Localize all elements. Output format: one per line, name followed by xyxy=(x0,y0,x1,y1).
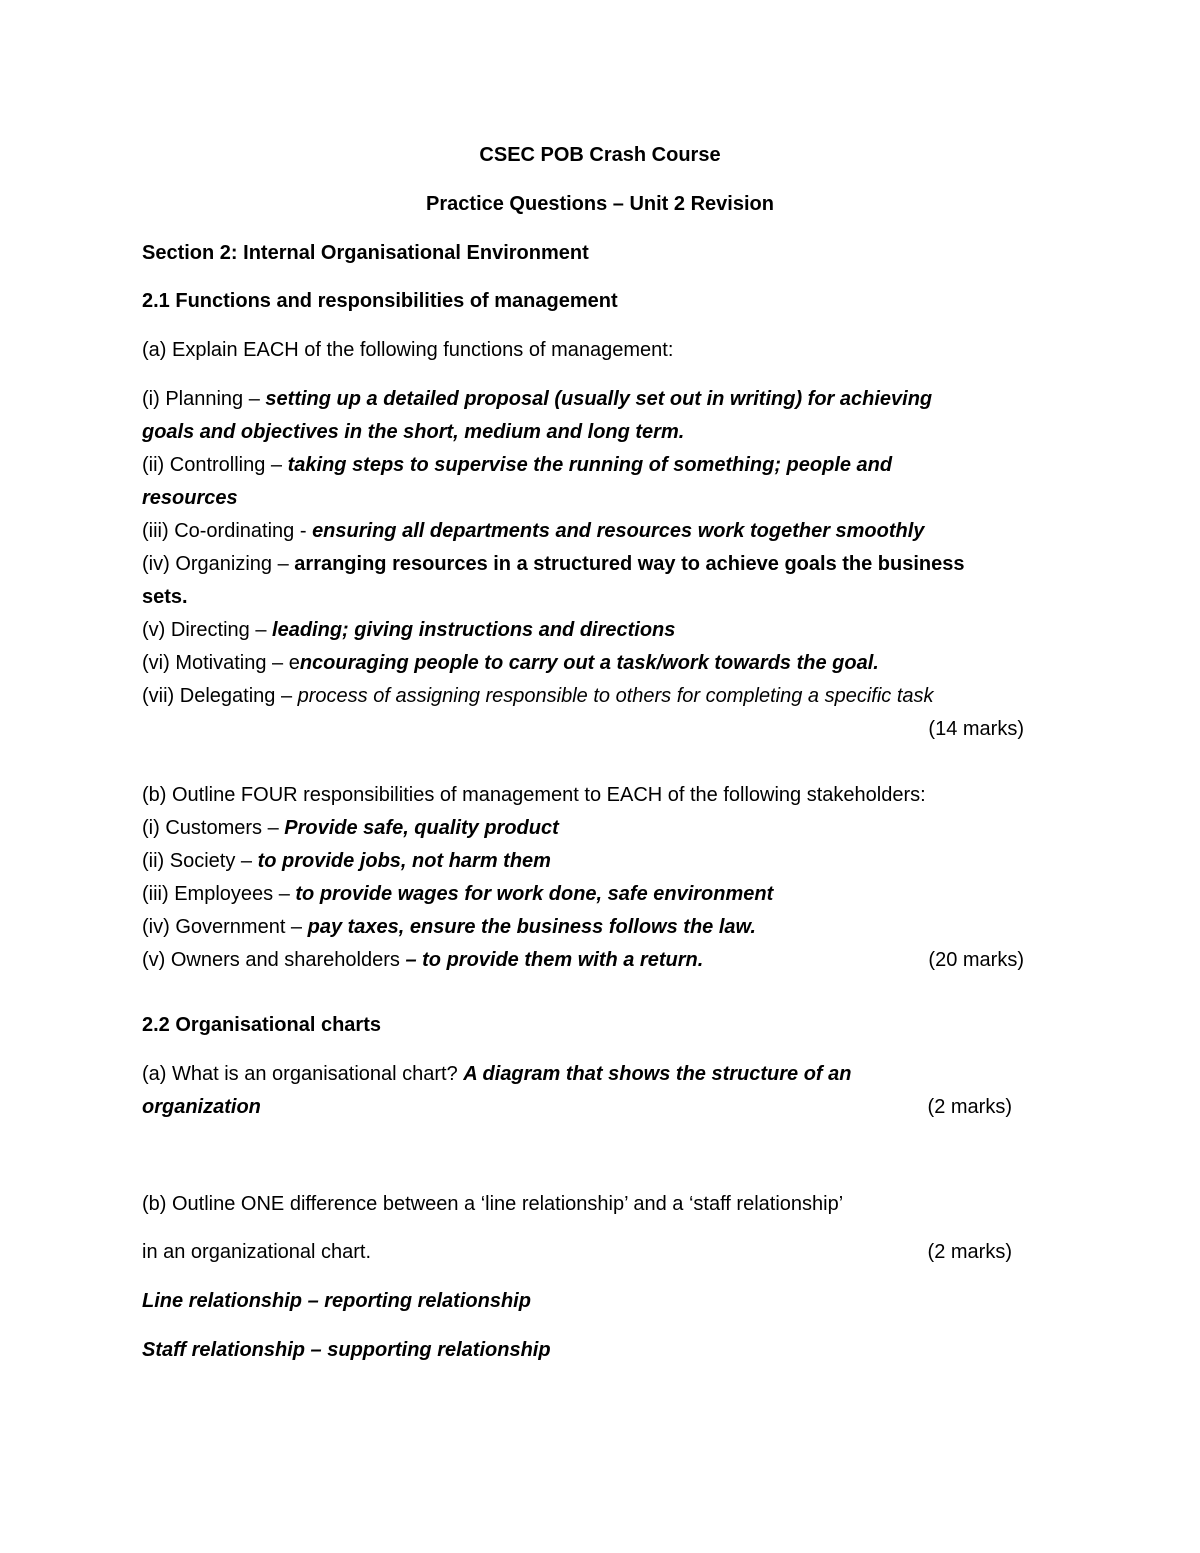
chart-question-a xyxy=(142,1062,851,1086)
heading-2-2: 2.2 Organisational charts xyxy=(142,1014,381,1036)
function-label: (iii) Co-ordinating - xyxy=(142,520,313,542)
chart-question-a-marks: (2 marks) xyxy=(927,1096,1012,1118)
stakeholder-answer: Provide safe, quality product xyxy=(284,817,559,839)
chart-question-b-prompt: (b) Outline ONE difference between a ‘line relationship’ and a ‘staff relationship’ xyxy=(142,1193,844,1215)
function-label: (vi) Motivating – e xyxy=(142,652,300,674)
question-a-marks: (14 marks) xyxy=(928,718,1024,740)
function-label: (vii) Delegating – xyxy=(142,685,298,707)
stakeholder-answer: – to provide them with a return. xyxy=(405,949,704,971)
function-label: (iv) Organizing – xyxy=(142,553,295,575)
function-answer-cont: resources xyxy=(142,487,238,509)
function-answer: taking steps to supervise the running of something; people and xyxy=(287,454,893,476)
question-b-prompt: (b) Outline FOUR responsibilities of management to EACH of the following stakeholders: xyxy=(142,784,926,806)
stakeholder-item xyxy=(142,849,551,873)
function-label: (v) Directing – xyxy=(142,619,273,641)
function-label: (ii) Controlling – xyxy=(142,454,288,476)
function-answer: setting up a detailed proposal (usually set out in writing) for achieving xyxy=(265,388,933,410)
function-answer-cont: sets. xyxy=(142,586,188,608)
function-answer: leading; giving instructions and directions xyxy=(272,619,676,641)
question-a-prompt: (a) Explain EACH of the following functions of management: xyxy=(142,339,674,361)
stakeholder-item xyxy=(142,882,773,906)
function-answer: arranging resources in a structured way to achieve goals the business xyxy=(294,553,965,575)
stakeholder-answer: pay taxes, ensure the business follows the law. xyxy=(307,916,756,938)
stakeholder-answer: to provide jobs, not harm them xyxy=(257,850,551,872)
document-title: CSEC POB Crash Course xyxy=(479,144,721,166)
stakeholder-label: (ii) Society – xyxy=(142,850,258,872)
function-item xyxy=(142,651,879,675)
function-answer: process of assigning responsible to others for completing a specific task xyxy=(297,685,934,707)
stakeholder-label: (iii) Employees – xyxy=(142,883,296,905)
heading-2-1: 2.1 Functions and responsibilities of management xyxy=(142,290,618,312)
chart-question-a-answer-cont: organization xyxy=(142,1096,261,1118)
function-item xyxy=(142,387,932,411)
document-subtitle: Practice Questions – Unit 2 Revision xyxy=(426,193,774,215)
stakeholder-label: (iv) Government – xyxy=(142,916,308,938)
line-relationship-answer: Line relationship – reporting relationship xyxy=(142,1290,531,1312)
chart-question-b-prompt-cont: in an organizational chart. xyxy=(142,1241,372,1263)
stakeholder-item xyxy=(142,948,703,972)
chart-question-a-answer: A diagram that shows the structure of an xyxy=(463,1063,852,1085)
stakeholder-item xyxy=(142,816,559,840)
stakeholder-answer: to provide wages for work done, safe environment xyxy=(295,883,774,905)
chart-question-b-marks: (2 marks) xyxy=(927,1241,1012,1263)
staff-relationship-answer: Staff relationship – supporting relationship xyxy=(142,1339,551,1361)
function-answer: ncouraging people to carry out a task/work towards the goal. xyxy=(299,652,879,674)
section-title: Section 2: Internal Organisational Environment xyxy=(142,242,589,264)
function-item xyxy=(142,453,892,477)
function-item xyxy=(142,519,924,543)
function-answer-cont: goals and objectives in the short, medium and long term. xyxy=(142,421,685,443)
function-item xyxy=(142,684,934,708)
question-b-marks: (20 marks) xyxy=(928,949,1024,971)
stakeholder-label: (i) Customers – xyxy=(142,817,285,839)
function-item xyxy=(142,618,675,642)
function-answer: ensuring all departments and resources work together smoothly xyxy=(312,520,925,542)
stakeholder-item xyxy=(142,915,756,939)
stakeholder-label: (v) Owners and shareholders xyxy=(142,949,406,971)
chart-question-a-prompt: (a) What is an organisational chart? xyxy=(142,1063,464,1085)
function-label: (i) Planning – xyxy=(142,388,266,410)
function-item xyxy=(142,552,965,576)
